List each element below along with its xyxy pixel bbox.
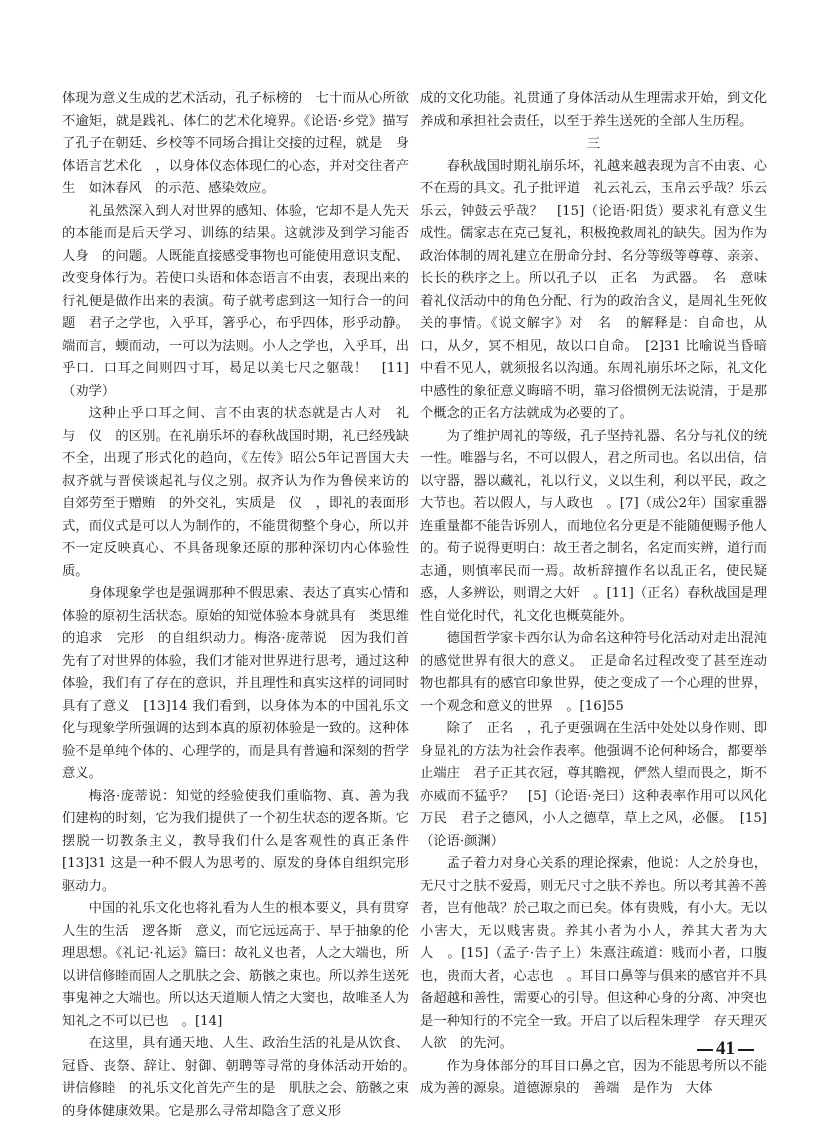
paragraph: 梅洛·庞蒂说：知觉的经验使我们重临物、真、善为我们建构的时刻，它为我们提供了一个初生状态的逻各斯。它摆脱一切教条主义，教导我们什么是客观性的真正条件 [13]31 这是一种不假人为思考的、原发的身体自组织完形驱动力。 [62, 788, 423, 894]
paragraph: 中国的礼乐文化也将礼看为人生的根本要义，具有贯穿人生的生活 逻各斯 意义，而它远远高于、早于抽象的伦理思想。《礼记·礼运》篇曰：故礼义也者，人之大端也，所以讲信修睦而固人之肌肤之会、筋骸之束也。所以养生送死事鬼神之大端也。所以达天道顺人情之大窦也，故唯圣人为知礼之不可以已也 。[14] [62, 901, 409, 1029]
paragraph: 除了 正名 ，孔子更强调在生活中处处以身作则、即身显礼的方法为社会作表率。他强调不论何种场合，都要举止端庄 君子正其衣冠，尊其瞻视，俨然人望而畏之，斯不亦威而不猛乎？ [5]（论语·尧曰）这种表率作用可以风化万民 君子之德风，小人之德草，草上之风，必偃。 [15]（论语·颜渊） [420, 721, 767, 849]
paragraph: 春秋战国时期礼崩乐坏，礼越来越表现为言不由衷、心不在焉的具文。孔子批评道 礼云礼云，玉帛云乎哉？乐云乐云，钟鼓云乎哉？ [15]（论语·阳货）要求礼有意义生成性。儒家志在克己复礼，积极挽救周礼的缺失。因为作为政治体制的周礼建立在册命分封、名分等级等尊尊、亲亲、长长的秩序之上。所以孔子以 正名 为武器。 名 意味着礼仪活动中的角色分配、行为的政治含义，是周礼生死攸关的事情。《说文解字》对 名 的解释是：自命也，从口，从夕，冥不相见，故以口自命。 [2]31 比喻说当昏暗中看不见人，就须报名以沟通。东周礼崩乐坏之际，礼文化中感性的象征意义晦暗不明，靠习俗惯例无法说清，于是那个概念的正名方法就成为必要的了。 [420, 158, 767, 421]
paragraph: 体现为意义生成的艺术活动，孔子标榜的 七十而从心所欲不逾矩，就是践礼、体仁的艺术化境界。《论语·乡党》描写了孔子在朝廷、乡校等不同场合揖让交接的过程，就是 身体语言艺术化 ，以身体仪态体现仁的心态，并对交往者产生 如沐春风 的示范、感染效应。 [62, 91, 409, 196]
paragraph: 德国哲学家卡西尔认为命名这种符号化活动对走出混沌的感觉世界有很大的意义。 正是命名过程改变了甚至连动物也都具有的感官印象世界，使之变成了一个心理的世界，一个观念和意义的世界 。[16]55 [420, 631, 767, 714]
section-heading: 三 [586, 136, 601, 152]
left-text-column [62, 88, 423, 1123]
paragraph: 为了维护周礼的等级，孔子坚持礼器、名分与礼仪的统一性。唯器与名，不可以假人，君之所司也。名以出信，信以守器，器以藏礼，礼以行义，义以生利，利以平民，政之大节也。若以假人，与人政也 。[7]（成公2年）国家重器连重量都不能告诉别人，而地位名分更是不能随便赐予他人的。荀子说得更明白：故王者之制名，名定而实辨，道行而志通，则慎率民而一焉。故析辞擅作名以乱正名，使民疑惑，人多辨讼，则谓之大奸 。[11]（正名）春秋战国是理性自觉化时代，礼文化也概莫能外。 [420, 428, 767, 624]
paragraph: 这种止乎口耳之间、言不由衷的状态就是古人对 礼 与 仪 的区别。在礼崩乐坏的春秋战国时期，礼已经残缺不全，出现了形式化的趋向，《左传》昭公5年记晋国大夫叔齐就与晋侯谈起礼与仪之别。叔齐认为作为鲁侯来访的 自郊劳至于赠贿 的外交礼，实质是 仪 ，即礼的表面形式，而仪式是可以人为制作的，不能贯彻整个身心，所以并不一定反映真心、不具备现象还原的那种深切内心体验性质。 [62, 406, 423, 579]
paragraph: 身体现象学也是强调那种不假思索、表达了真实心情和体验的原初生活状态。原始的知觉体验本身就具有 类思维 的追求 完形 的自组织动力。梅洛·庞蒂说 因为我们首先有了对世界的体验，我们才能对世界进行思考，通过这种体验，我们有了存在的意识，并且理性和真实这样的词同时具有了意义 [13]14 我们看到，以身体为本的中国礼乐文化与现象学所强调的达到本真的原初体验是一致的。这种体验不是单纯个体的、心理学的，而是具有普遍和深刻的哲学意义。 [62, 586, 423, 781]
paragraph: 在这里，具有通天地、人生、政治生活的礼是从饮食、冠昏、丧祭、辞让、射御、朝聘等寻常的身体活动开始的。 讲信修睦 的礼乐文化首先产生的是 肌肤之会、筋骸之束 的身体健康效果。它是那么寻常却隐含了意义形 [62, 1036, 423, 1119]
paragraph: 成的文化功能。礼贯通了身体活动从生理需求开始，到文化养成和承担社会责任，以至于养生送死的全部人生历程。 [420, 91, 767, 129]
paragraph: 作为身体部分的耳目口鼻之官，因为不能思考所以不能成为善的源泉。道德源泉的 善端 是作为 大体 [420, 1058, 767, 1096]
right-text-column [420, 88, 767, 1101]
page-number: 41 [694, 1038, 757, 1060]
paragraph: 孟子着力对身心关系的理论探索，他说：人之於身也，无尺寸之肤不爱焉，则无尺寸之肤不养也。所以考其善不善者，岂有他哉？於己取之而已矣。体有贵贱，有小大。无以小害大，无以贱害贵。养其小者为小人，养其大者为大人 。[15]（孟子·告子上）朱熹注疏道：贱而小者，口腹也，贵而大者，心志也 。耳目口鼻等与俱来的感官并不具备超越和善性，需要心的引导。但这种心身的分离、冲突也是一种知行的不完全一致。开启了以后程朱理学 存天理灭人欲 的先河。 [420, 856, 767, 1051]
paragraph: 礼虽然深入到人对世界的感知、体验，它却不是人先天的本能而是后天学习、训练的结果。这就涉及到学习能否 人身 的问题。人既能直接感受事物也可能使用意识支配、改变身体行为。若使口头语和体态语言不由衷，表现出来的行礼便是做作出来的表演。荀子就考虑到这一知行合一的问题 君子之学也，入乎耳，箸乎心，布乎四体，形乎动静。端而言，蝡而动，一可以为法则。小人之学也，入乎耳，出乎口．口耳之间则四寸耳，曷足以美七尺之躯哉！ [11]（劝学） [62, 203, 423, 399]
